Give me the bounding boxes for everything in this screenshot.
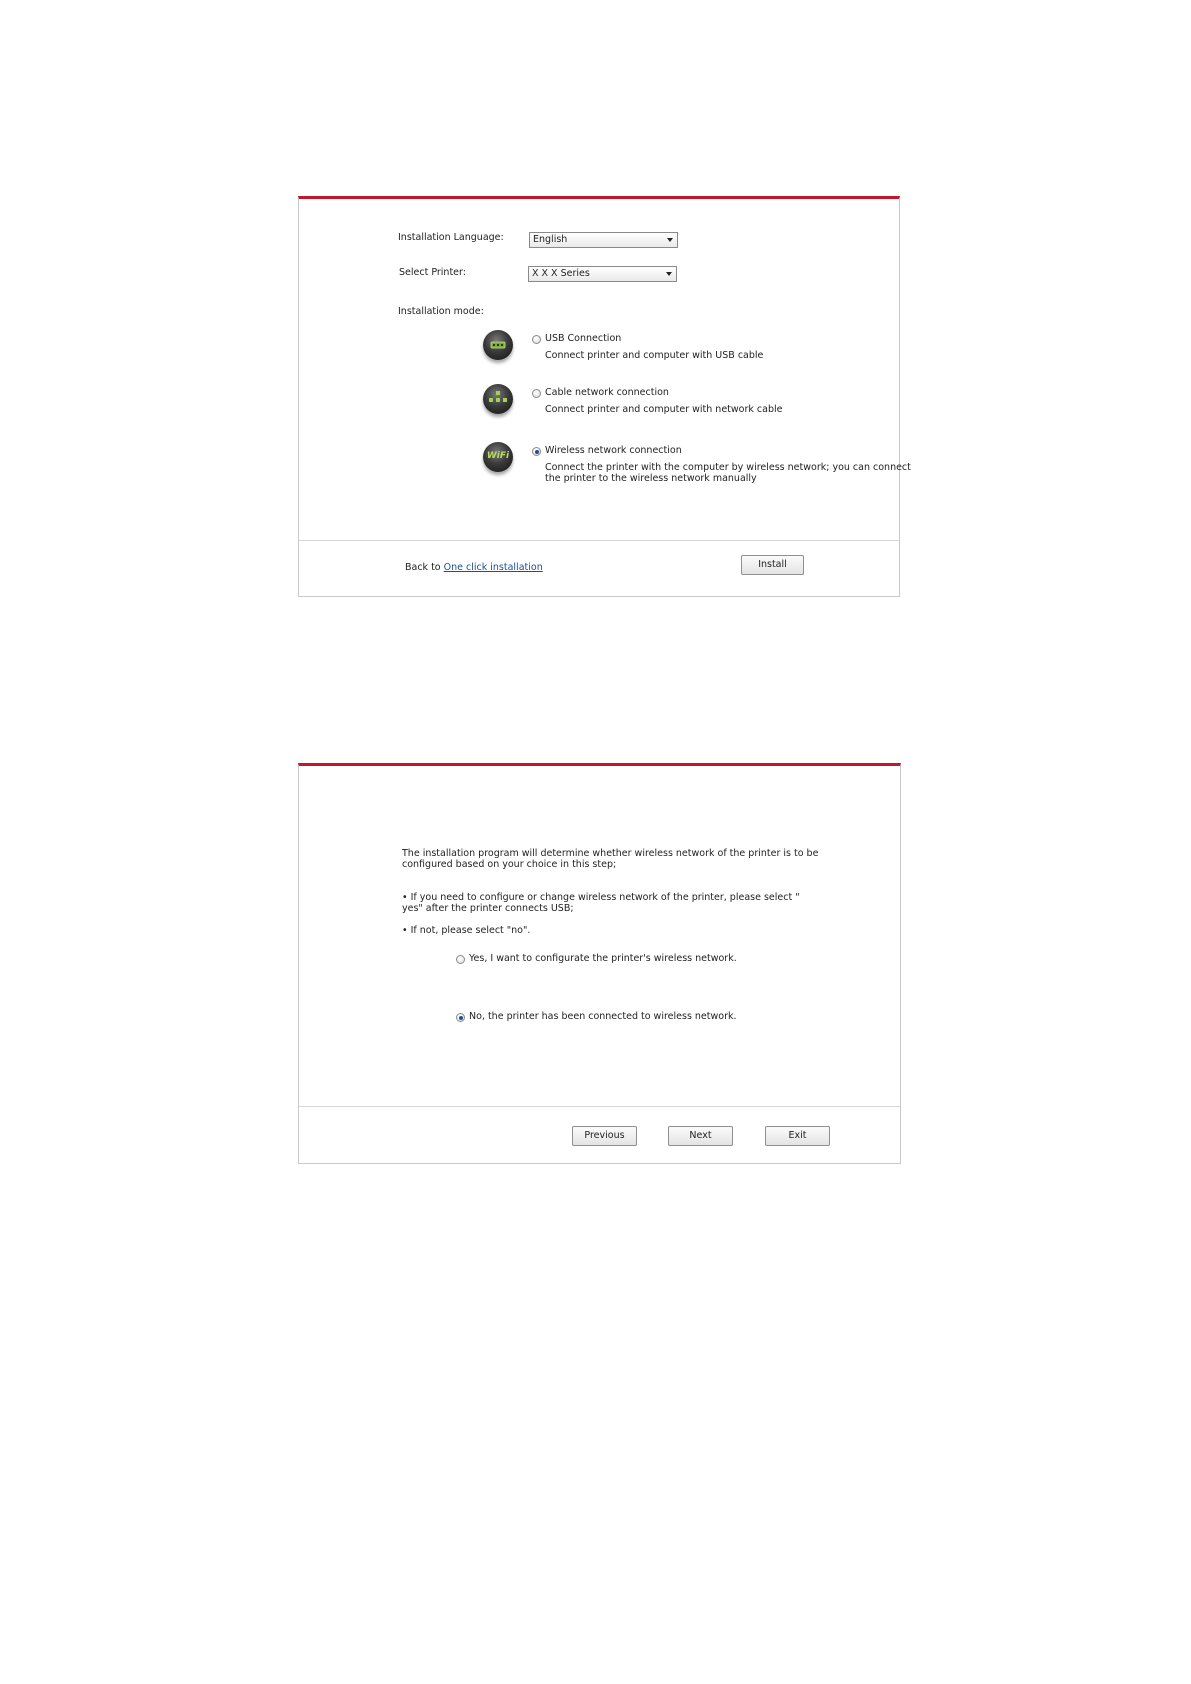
cable-network-radio[interactable] — [532, 389, 541, 398]
exit-button[interactable]: Exit — [765, 1126, 830, 1146]
installer-window-mode — [298, 196, 911, 597]
cable-network-desc: Connect printer and computer with network cable — [545, 404, 783, 415]
language-label: Installation Language: — [398, 232, 504, 243]
wireless-network-radio[interactable] — [532, 447, 541, 456]
next-button[interactable]: Next — [668, 1126, 733, 1146]
install-button[interactable]: Install — [741, 555, 804, 575]
yes-configure-radio[interactable] — [456, 955, 465, 964]
one-click-installation-link[interactable]: One click installation — [443, 562, 543, 573]
printer-select[interactable] — [528, 266, 677, 282]
dropdown-arrow-icon — [666, 272, 672, 276]
back-to-text: Back to — [405, 562, 441, 573]
previous-button[interactable]: Previous — [572, 1126, 637, 1146]
language-select-value: English — [533, 234, 568, 245]
usb-connection-radio[interactable] — [532, 335, 541, 344]
back-to-label — [405, 562, 543, 573]
wireless-network-label[interactable]: Wireless network connection — [545, 445, 682, 456]
printer-select-value: X X X Series — [532, 268, 590, 279]
installer-window-wireless-config — [298, 763, 901, 1164]
intro-text-line2: configured based on your choice in this step; — [402, 859, 617, 870]
usb-connection-label[interactable]: USB Connection — [545, 333, 622, 344]
bullet-not-configure: • If not, please select "no". — [402, 925, 531, 936]
yes-configure-label[interactable]: Yes, I want to configurate the printer's wireless network. — [469, 953, 737, 964]
wifi-icon — [483, 442, 513, 472]
no-connected-radio[interactable] — [456, 1013, 465, 1022]
intro-text-line1: The installation program will determine whether wireless network of the printer is to be — [402, 848, 819, 859]
printer-label: Select Printer: — [399, 267, 466, 278]
bullet-configure-line2: yes" after the printer connects USB; — [402, 903, 574, 914]
bullet-configure-line1: • If you need to configure or change wireless network of the printer, please select " — [402, 892, 800, 903]
language-select[interactable] — [529, 232, 678, 248]
dropdown-arrow-icon — [667, 238, 673, 242]
wireless-network-desc: Connect the printer with the computer by wireless network; you can connect — [545, 462, 911, 473]
footer-divider — [299, 540, 899, 541]
usb-icon — [483, 330, 513, 360]
network-icon — [483, 384, 513, 414]
footer-divider — [299, 1106, 900, 1107]
wireless-network-desc-line2: the printer to the wireless network manually — [545, 473, 757, 484]
usb-connection-desc: Connect printer and computer with USB cable — [545, 350, 764, 361]
installation-mode-label: Installation mode: — [398, 306, 484, 317]
no-connected-label[interactable]: No, the printer has been connected to wireless network. — [469, 1011, 737, 1022]
cable-network-label[interactable]: Cable network connection — [545, 387, 669, 398]
wifi-icon-text: WiFi — [486, 451, 510, 461]
